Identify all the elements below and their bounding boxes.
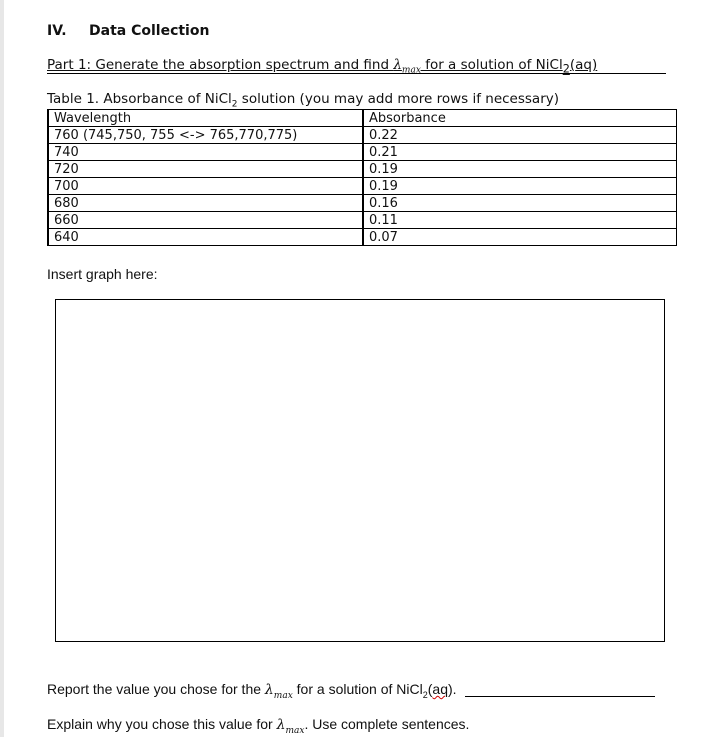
wavelength-cell[interactable]: 700 (48, 178, 363, 195)
graph-placeholder-box[interactable] (55, 299, 665, 642)
section-title: Data Collection (89, 23, 210, 39)
absorbance-cell[interactable]: 0.22 (363, 127, 677, 144)
table-caption: Table 1. Absorbance of NiCl$_2$ solution (you may add more rows if necessary) (47, 91, 559, 110)
wavelength-cell[interactable]: 740 (48, 144, 363, 161)
part1-heading: Part 1: Generate the absorption spectrum and find $\lambda_{max}$ for a solution of NiCl$_2$(aq) (47, 57, 666, 74)
explain-prompt: Explain why you chose this value for $\lambda_{max}$. Use complete sentences. (47, 716, 470, 736)
part1-text-2: for a solution of NiCl (420, 57, 563, 73)
absorbance-cell[interactable]: 0.21 (363, 144, 677, 161)
part1-text: Part 1: Generate the absorption spectrum and find (47, 57, 394, 73)
answer-blank[interactable] (465, 696, 655, 697)
absorbance-table (47, 109, 677, 246)
report-prompt: Report the value you chose for the $\lambda_{max}$ for a solution of NiCl$_2$(aq). (47, 681, 655, 701)
lambda-max-symbol: $\lambda_{max}$ (393, 57, 421, 76)
section-heading (47, 23, 209, 39)
header-absorbance: Absorbance (363, 110, 677, 127)
aq-label: aq (575, 57, 592, 73)
lambda-max-symbol: $\lambda_{max}$ (276, 717, 305, 736)
wavelength-cell[interactable]: 760 (745,750, 755 <-> 765,770,775) (48, 127, 363, 144)
wavelength-cell[interactable]: 720 (48, 161, 363, 178)
absorbance-cell[interactable]: 0.11 (363, 212, 677, 229)
insert-graph-label: Insert graph here: (47, 266, 158, 282)
absorbance-cell[interactable]: 0.07 (363, 229, 677, 246)
table-row (48, 127, 677, 144)
wavelength-cell[interactable]: 640 (48, 229, 363, 246)
table-header-row (48, 110, 677, 127)
wavelength-cell[interactable]: 680 (48, 195, 363, 212)
table-row (48, 144, 677, 161)
table-row (48, 161, 677, 178)
absorbance-cell[interactable]: 0.19 (363, 161, 677, 178)
absorbance-cell[interactable]: 0.16 (363, 195, 677, 212)
page-edge (0, 0, 4, 737)
table-row (48, 178, 677, 195)
wavelength-cell[interactable]: 660 (48, 212, 363, 229)
lambda-max-symbol: $\lambda_{max}$ (264, 682, 293, 701)
table-row (48, 195, 677, 212)
section-number: IV. (47, 23, 67, 39)
header-wavelength: Wavelength (48, 110, 363, 127)
subscript-2: 2 (562, 62, 570, 76)
absorbance-cell[interactable]: 0.19 (363, 178, 677, 195)
table-row (48, 212, 677, 229)
table-row (48, 229, 677, 246)
